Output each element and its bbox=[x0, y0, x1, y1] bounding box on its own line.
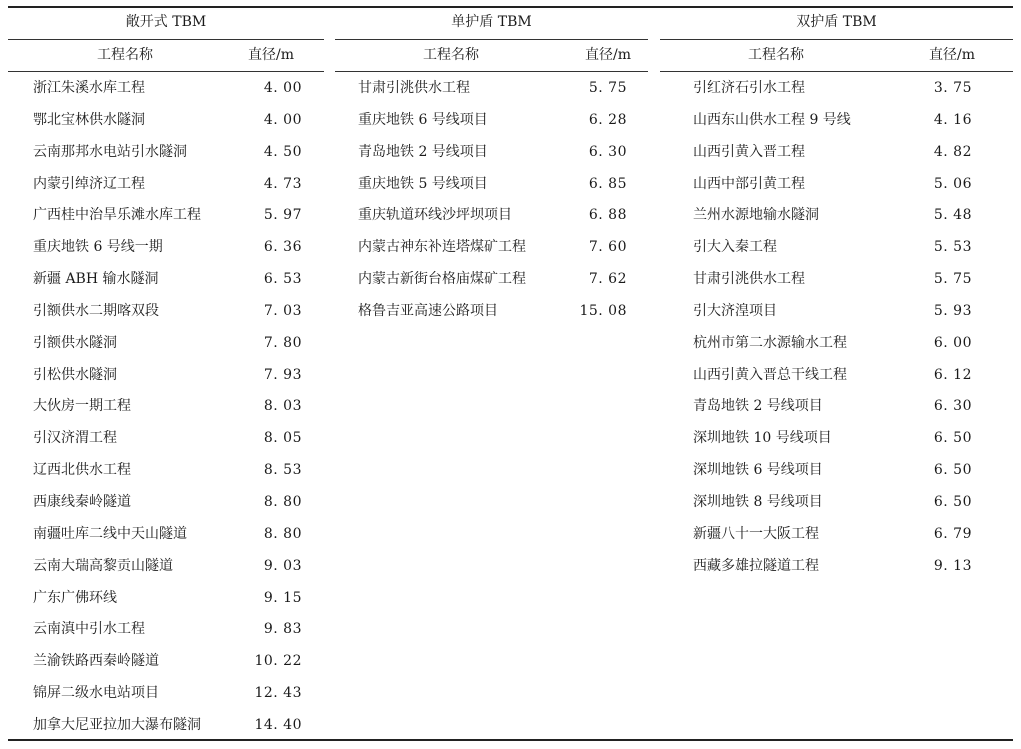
group-title: 双护盾 TBM bbox=[796, 14, 877, 30]
project-name: 加拿大尼亚拉加大瀑布隧洞 bbox=[33, 716, 201, 733]
project-name: 重庆地铁 5 号线项目 bbox=[358, 175, 488, 192]
project-name: 云南那邦水电站引水隧洞 bbox=[33, 143, 187, 160]
group-title-rule bbox=[335, 39, 648, 40]
table-row bbox=[8, 73, 324, 105]
project-name: 引汉济渭工程 bbox=[33, 430, 117, 447]
column-header-name: 工程名称 bbox=[748, 47, 804, 63]
diameter-value: 8. 03 bbox=[263, 398, 302, 415]
table-row bbox=[8, 264, 324, 296]
group-title-rule bbox=[8, 39, 324, 40]
table-row bbox=[335, 232, 648, 264]
column-header-diameter: 直径/m bbox=[248, 47, 294, 63]
diameter-value: 7. 62 bbox=[588, 271, 627, 288]
project-name: 引松供水隧洞 bbox=[33, 366, 117, 383]
table-row bbox=[335, 169, 648, 201]
table-row bbox=[8, 328, 324, 360]
table-row bbox=[660, 519, 1013, 551]
project-name: 浙江朱溪水库工程 bbox=[33, 80, 145, 96]
table-row bbox=[8, 423, 324, 455]
project-name: 甘肃引洮供水工程 bbox=[358, 80, 470, 96]
table-row bbox=[660, 137, 1013, 169]
table-row bbox=[8, 487, 324, 519]
table-row bbox=[660, 391, 1013, 423]
table-row bbox=[335, 105, 648, 137]
diameter-value: 6. 00 bbox=[933, 334, 972, 351]
project-name: 引额供水隧洞 bbox=[33, 334, 117, 351]
diameter-value: 6. 28 bbox=[588, 111, 627, 128]
table-row bbox=[660, 360, 1013, 392]
table-row bbox=[660, 551, 1013, 583]
table-row bbox=[660, 264, 1013, 296]
table-row bbox=[335, 264, 648, 296]
project-name: 南疆吐库二线中天山隧道 bbox=[33, 525, 187, 542]
diameter-value: 4. 82 bbox=[933, 143, 972, 160]
table-row bbox=[660, 200, 1013, 232]
project-name: 云南滇中引水工程 bbox=[33, 621, 145, 638]
diameter-value: 3. 75 bbox=[933, 80, 972, 96]
column-header-diameter: 直径/m bbox=[929, 47, 975, 63]
table-row bbox=[8, 232, 324, 264]
project-name: 格鲁吉亚高速公路项目 bbox=[358, 302, 498, 319]
column-header-name: 工程名称 bbox=[423, 47, 479, 63]
header-rule bbox=[660, 71, 1013, 72]
table-row bbox=[660, 487, 1013, 519]
diameter-value: 7. 93 bbox=[263, 366, 302, 383]
diameter-value: 5. 75 bbox=[933, 271, 972, 288]
diameter-value: 8. 80 bbox=[263, 525, 302, 542]
project-name: 辽西北供水工程 bbox=[33, 462, 131, 479]
table-row bbox=[8, 391, 324, 423]
project-name: 广东广佛环线 bbox=[33, 589, 117, 606]
project-name: 山西引黄入晋工程 bbox=[693, 143, 805, 160]
project-name: 引大济湟项目 bbox=[693, 302, 777, 319]
diameter-value: 8. 05 bbox=[263, 430, 302, 447]
header-rule bbox=[335, 71, 648, 72]
column-header-name: 工程名称 bbox=[97, 47, 153, 63]
table-row bbox=[660, 232, 1013, 264]
project-name: 西藏多雄拉隧道工程 bbox=[693, 557, 819, 574]
header-rule bbox=[8, 71, 324, 72]
table-row bbox=[8, 710, 324, 742]
diameter-value: 6. 36 bbox=[263, 239, 302, 256]
project-name: 引红济石引水工程 bbox=[693, 80, 805, 96]
project-name: 山西引黄入晋总干线工程 bbox=[693, 366, 847, 383]
project-name: 深圳地铁 8 号线项目 bbox=[693, 493, 823, 510]
project-name: 山西东山供水工程 9 号线 bbox=[693, 111, 851, 128]
diameter-value: 10. 22 bbox=[254, 653, 302, 670]
diameter-value: 7. 60 bbox=[588, 239, 627, 256]
rows-container bbox=[660, 73, 1013, 583]
table-row bbox=[8, 583, 324, 615]
table-top-rule bbox=[8, 6, 1013, 8]
table-row bbox=[8, 169, 324, 201]
diameter-value: 4. 73 bbox=[263, 175, 302, 192]
project-name: 兰渝铁路西秦岭隧道 bbox=[33, 653, 159, 670]
project-name: 青岛地铁 2 号线项目 bbox=[358, 143, 488, 160]
project-name: 重庆地铁 6 号线项目 bbox=[358, 111, 488, 128]
diameter-value: 4. 00 bbox=[263, 111, 302, 128]
diameter-value: 4. 00 bbox=[263, 80, 302, 96]
project-name: 内蒙古新街台格庙煤矿工程 bbox=[358, 271, 526, 288]
project-name: 引额供水二期喀双段 bbox=[33, 302, 159, 319]
table-row bbox=[335, 137, 648, 169]
diameter-value: 6. 53 bbox=[263, 271, 302, 288]
project-name: 内蒙引绰济辽工程 bbox=[33, 175, 145, 192]
diameter-value: 5. 93 bbox=[933, 302, 972, 319]
diameter-value: 5. 48 bbox=[933, 207, 972, 224]
diameter-value: 6. 50 bbox=[933, 493, 972, 510]
table-row bbox=[8, 551, 324, 583]
project-name: 青岛地铁 2 号线项目 bbox=[693, 398, 823, 415]
diameter-value: 9. 13 bbox=[933, 557, 972, 574]
project-name: 山西中部引黄工程 bbox=[693, 175, 805, 192]
project-name: 西康线秦岭隧道 bbox=[33, 493, 131, 510]
diameter-value: 5. 75 bbox=[588, 80, 627, 96]
table-row bbox=[8, 646, 324, 678]
diameter-value: 8. 53 bbox=[263, 462, 302, 479]
group-title-rule bbox=[660, 39, 1013, 40]
table-bottom-rule bbox=[8, 739, 1013, 741]
project-name: 杭州市第二水源输水工程 bbox=[693, 334, 847, 351]
project-name: 深圳地铁 10 号线项目 bbox=[693, 430, 832, 447]
project-name: 云南大瑞高黎贡山隧道 bbox=[33, 557, 173, 574]
table-row bbox=[660, 328, 1013, 360]
table-row bbox=[8, 519, 324, 551]
rows-container bbox=[8, 73, 324, 742]
diameter-value: 4. 50 bbox=[263, 143, 302, 160]
diameter-value: 6. 12 bbox=[933, 366, 972, 383]
table-row bbox=[8, 614, 324, 646]
diameter-value: 6. 85 bbox=[588, 175, 627, 192]
table-row bbox=[335, 200, 648, 232]
project-name: 新疆 ABH 输水隧洞 bbox=[33, 271, 159, 288]
table-row bbox=[660, 73, 1013, 105]
project-name: 鄂北宝林供水隧洞 bbox=[33, 111, 145, 128]
table-row bbox=[660, 455, 1013, 487]
diameter-value: 6. 88 bbox=[588, 207, 627, 224]
table-row bbox=[8, 296, 324, 328]
diameter-value: 6. 50 bbox=[933, 462, 972, 479]
project-name: 甘肃引洮供水工程 bbox=[693, 271, 805, 288]
rows-container bbox=[335, 73, 648, 328]
table-row bbox=[8, 105, 324, 137]
project-name: 大伙房一期工程 bbox=[33, 398, 131, 415]
diameter-value: 15. 08 bbox=[579, 302, 627, 319]
table-row bbox=[8, 200, 324, 232]
project-name: 重庆轨道环线沙坪坝项目 bbox=[358, 207, 512, 224]
project-name: 内蒙古神东补连塔煤矿工程 bbox=[358, 239, 526, 256]
project-name: 兰州水源地输水隧洞 bbox=[693, 207, 819, 224]
diameter-value: 5. 97 bbox=[263, 207, 302, 224]
diameter-value: 9. 83 bbox=[263, 621, 302, 638]
table-row bbox=[8, 678, 324, 710]
table-row bbox=[660, 296, 1013, 328]
diameter-value: 9. 03 bbox=[263, 557, 302, 574]
table-row bbox=[8, 137, 324, 169]
diameter-value: 7. 80 bbox=[263, 334, 302, 351]
column-header-diameter: 直径/m bbox=[585, 47, 631, 63]
table-row bbox=[8, 360, 324, 392]
table-row bbox=[335, 296, 648, 328]
diameter-value: 6. 50 bbox=[933, 430, 972, 447]
project-name: 广西桂中治旱乐滩水库工程 bbox=[33, 207, 201, 224]
diameter-value: 8. 80 bbox=[263, 493, 302, 510]
project-name: 新疆八十一大阪工程 bbox=[693, 525, 819, 542]
project-name: 锦屏二级水电站项目 bbox=[33, 685, 159, 702]
diameter-value: 6. 30 bbox=[933, 398, 972, 415]
diameter-value: 5. 53 bbox=[933, 239, 972, 256]
diameter-value: 6. 79 bbox=[933, 525, 972, 542]
table-row bbox=[8, 455, 324, 487]
table-row bbox=[660, 423, 1013, 455]
diameter-value: 12. 43 bbox=[254, 685, 302, 702]
project-name: 深圳地铁 6 号线项目 bbox=[693, 462, 823, 479]
group-title: 敞开式 TBM bbox=[125, 14, 207, 30]
project-name: 重庆地铁 6 号线一期 bbox=[33, 239, 163, 256]
table-row bbox=[335, 73, 648, 105]
diameter-value: 9. 15 bbox=[263, 589, 302, 606]
project-name: 引大入秦工程 bbox=[693, 239, 777, 256]
group-title: 单护盾 TBM bbox=[451, 14, 532, 30]
diameter-value: 14. 40 bbox=[254, 716, 302, 733]
diameter-value: 7. 03 bbox=[263, 302, 302, 319]
table-row bbox=[660, 105, 1013, 137]
diameter-value: 4. 16 bbox=[933, 111, 972, 128]
diameter-value: 6. 30 bbox=[588, 143, 627, 160]
diameter-value: 5. 06 bbox=[933, 175, 972, 192]
table-row bbox=[660, 169, 1013, 201]
